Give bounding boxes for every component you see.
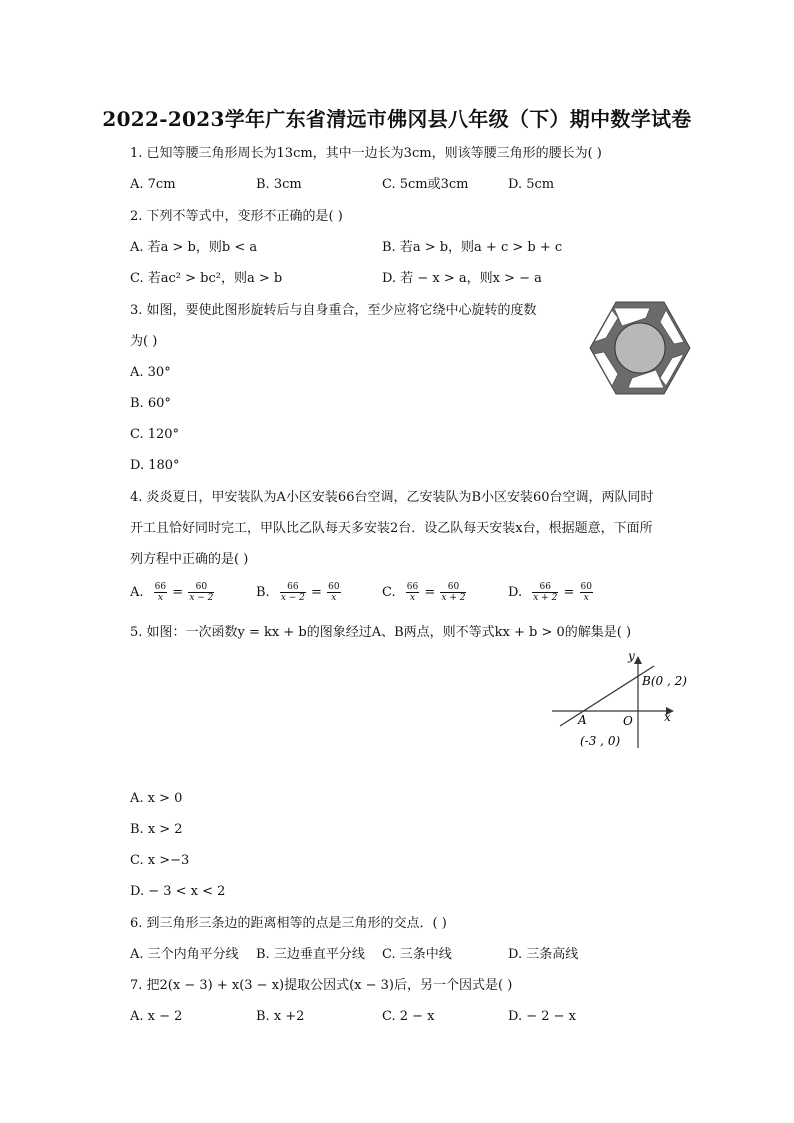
question-3-stem-line1: 3. 如图，要使此图形旋转后与自身重合，至少应将它绕中心旋转的度数 [130,303,537,318]
question-6-option-d: D. 三条高线 [508,947,579,962]
question-6-option-c: C. 三条中线 [382,947,452,962]
question-3-option-b: B. 60° [130,396,171,411]
question-5-option-b: B. x > 2 [130,822,183,837]
question-6-stem: 6. 到三角形三条边的距离相等的点是三角形的交点．( ) [130,916,447,931]
question-1-option-a: A. 7cm [130,177,176,192]
question-4-option-d: D. $\frac{66}{x + 2}$ = $\frac{60}{x}$ [508,582,592,603]
question-5-option-c: C. x >−3 [130,853,190,868]
hexagon-rotation-figure [586,300,694,396]
question-4-option-c: C. $\frac{66}{x}$ = $\frac{60}{x + 2}$ [382,582,466,603]
question-4-stem-line1: 4. 炎炎夏日，甲安装队为A小区安装66台空调，乙安装队为B小区安装60台空调，两队同时 [130,490,654,505]
question-6-option-a: A. 三个内角平分线 [130,947,239,962]
question-1-option-d: D. 5cm [508,177,555,192]
question-5-option-d: D. − 3 < x < 2 [130,884,226,899]
question-7-option-d: D. − 2 − x [508,1009,577,1024]
question-4-option-b: B. $\frac{66}{x - 2}$ = $\frac{60}{x}$ [256,582,340,603]
question-2-option-c: C. 若ac² > bc²，则a > b [130,271,283,286]
question-5-stem: 5. 如图：一次函数y = kx + b的图象经过A、B两点，则不等式kx + b > 0的解集是( ) [130,625,632,640]
question-4-stem-line2: 开工且恰好同时完工，甲队比乙队每天多安装2台．设乙队每天安装x台，根据题意，下面所 [130,521,653,536]
point-b-label: B(0 , 2) [642,674,687,688]
question-7-stem: 7. 把2(x − 3) + x(3 − x)提取公因式(x − 3)后，另一个因式是( ) [130,978,513,993]
question-3-option-c: C. 120° [130,427,180,442]
question-4-stem-line3: 列方程中正确的是( ) [130,552,249,567]
question-2-stem: 2. 下列不等式中，变形不正确的是( ) [130,209,343,224]
linear-function-graph [548,648,700,754]
question-2-option-b: B. 若a > b，则a + c > b + c [382,240,563,255]
question-7-option-a: A. x − 2 [130,1009,183,1024]
question-1-option-b: B. 3cm [256,177,302,192]
y-axis-label: y [628,649,635,663]
question-1-stem: 1. 已知等腰三角形周长为13cm，其中一边长为3cm，则该等腰三角形的腰长为( ) [130,146,602,161]
question-5-option-a: A. x > 0 [130,791,183,806]
y-axis-arrow-icon [634,656,642,664]
question-2-option-d: D. 若 − x > a，则x > − a [382,271,542,286]
question-3-option-d: D. 180° [130,458,180,473]
point-a-label: A [578,713,587,727]
origin-label: O [623,714,633,728]
question-7-option-c: C. 2 − x [382,1009,435,1024]
question-7-option-b: B. x +2 [256,1009,305,1024]
question-2-option-a: A. 若a > b，则b < a [130,240,258,255]
function-line [560,666,654,726]
question-3-stem-line2: 为( ) [130,334,158,349]
question-4-option-a: A. $\frac{66}{x}$ = $\frac{60}{x - 2}$ [130,582,214,603]
x-axis-label: x [664,710,671,724]
question-6-option-b: B. 三边垂直平分线 [256,947,365,962]
question-3-option-a: A. 30° [130,365,171,380]
question-1-option-c: C. 5cm或3cm [382,177,469,192]
page-title: 2022-2023学年广东省清远市佛冈县八年级（下）期中数学试卷 [102,107,692,131]
point-a-coordinates: (-3 , 0) [580,734,621,748]
